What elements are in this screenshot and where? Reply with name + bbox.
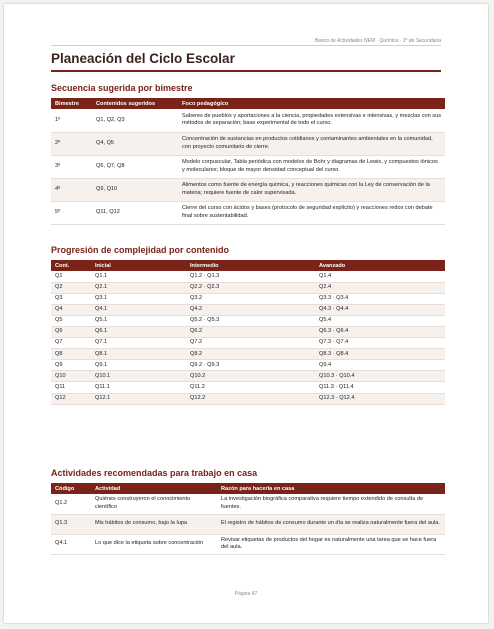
table-cell: Q11, Q12 xyxy=(92,201,178,224)
table-cell: Q2.4 xyxy=(315,282,445,293)
table-cell: Lo que dice la etiqueta sobre concentración xyxy=(91,534,217,554)
table-row xyxy=(51,326,445,337)
table-row xyxy=(51,382,445,393)
title-rule xyxy=(51,70,441,72)
table-cell: Q1.2 · Q1.3 xyxy=(186,271,315,282)
table-row xyxy=(51,271,445,282)
table-cell: Q12.2 xyxy=(186,393,315,404)
table-row xyxy=(51,315,445,326)
table-row xyxy=(51,282,445,293)
table-cell: Q11.3 · Q11.4 xyxy=(315,382,445,393)
table-cell: Revisar etiquetas de productos del hogar es naturalmente una tarea que se hace fuera del aula. xyxy=(217,534,445,554)
column-header: Código xyxy=(51,483,91,494)
column-header: Avanzado xyxy=(315,260,445,271)
table-cell: Q10.3 · Q10.4 xyxy=(315,371,445,382)
table-cell: Q12 xyxy=(51,393,91,404)
table-cell: Q8.3 · Q8.4 xyxy=(315,349,445,360)
table-cell: Q6.1 xyxy=(91,326,186,337)
column-header: Intermedio xyxy=(186,260,315,271)
table-cell: Q8 xyxy=(51,349,91,360)
table-row xyxy=(51,293,445,304)
table-cell: Q7.1 xyxy=(91,338,186,349)
table-cell: Q5.2 · Q5.3 xyxy=(186,315,315,326)
table-header-row xyxy=(51,260,445,271)
table-cell: Mis hábitos de consumo, bajo la lupa xyxy=(91,514,217,534)
table-cell: Q6 xyxy=(51,326,91,337)
table-row xyxy=(51,360,445,371)
table-cell: Q2 xyxy=(51,282,91,293)
table-cell: Q6, Q7, Q8 xyxy=(92,155,178,178)
table-cell: Q4.1 xyxy=(91,304,186,315)
table-cell: Q1.1 xyxy=(91,271,186,282)
table-cell: 5º xyxy=(51,201,92,224)
table-cell: Q6.2 xyxy=(186,326,315,337)
table-cell: Q3 xyxy=(51,293,91,304)
progresion-table xyxy=(51,260,445,405)
table-cell: Q10.1 xyxy=(91,371,186,382)
table-cell: Q5 xyxy=(51,315,91,326)
table-row xyxy=(51,109,445,132)
table-header-row xyxy=(51,98,445,109)
table-cell: Modelo corpuscular, Tabla periódica con modelos de Bohr y diagramas de Lewis, y compuestos iónicos y moleculares; bloque de mayor densidad conceptual del curso. xyxy=(178,155,445,178)
document-page xyxy=(4,4,488,623)
table-cell: Cierre del curso con ácidos y bases (protocolo de seguridad explícito) y reacciones redox con debate final sobre sustentabilidad. xyxy=(178,201,445,224)
header-rule xyxy=(51,45,441,46)
table-cell: 2º xyxy=(51,132,92,155)
table-row xyxy=(51,393,445,404)
table-row xyxy=(51,534,445,554)
table-row xyxy=(51,155,445,178)
table-cell: Q3.3 · Q3.4 xyxy=(315,293,445,304)
running-header: Banco de Actividades NEM · Química · 3° de Secundaria xyxy=(314,38,441,44)
table-cell: Saberes de pueblos y aportaciones a la ciencia, propiedades extensivas e intensivas, y mezclas con sus métodos de separación; base experimental de todo el curso. xyxy=(178,109,445,132)
table-cell: 1º xyxy=(51,109,92,132)
table-row xyxy=(51,338,445,349)
bimestre-table xyxy=(51,98,445,225)
table-cell: Q7.3 · Q7.4 xyxy=(315,338,445,349)
table-cell: Q9.4 xyxy=(315,360,445,371)
table-cell: Q4.1 xyxy=(51,534,91,554)
table-row xyxy=(51,494,445,514)
page-number: Página 47 xyxy=(234,591,258,597)
table-cell: Q3.1 xyxy=(91,293,186,304)
table-cell: Q3.2 xyxy=(186,293,315,304)
table-cell: El registro de hábitos de consumo durante un día se realiza naturalmente fuera del aula. xyxy=(217,514,445,534)
table-cell: Quiénes construyeron el conocimiento científico xyxy=(91,494,217,514)
table-cell: Q9 xyxy=(51,360,91,371)
table-cell: Q11 xyxy=(51,382,91,393)
table-row xyxy=(51,304,445,315)
table-cell: Q5.1 xyxy=(91,315,186,326)
column-header: Contenidos sugeridos xyxy=(92,98,178,109)
table-cell: Q11.2 xyxy=(186,382,315,393)
table-cell: 4º xyxy=(51,178,92,201)
table-cell: Q1, Q2, Q3 xyxy=(92,109,178,132)
table-cell: Q12.1 xyxy=(91,393,186,404)
table-cell: Q11.1 xyxy=(91,382,186,393)
section-title-progresion: Progresión de complejidad por contenido xyxy=(51,245,230,255)
table-cell: Q1.2 xyxy=(51,494,91,514)
table-cell: Q9.2 · Q9.3 xyxy=(186,360,315,371)
casa-table xyxy=(51,483,445,555)
table-cell: La investigación biográfica comparativa requiere tiempo extendido de consulta de fuentes. xyxy=(217,494,445,514)
table-cell: Q8.2 xyxy=(186,349,315,360)
table-row xyxy=(51,349,445,360)
table-cell: Q2.2 · Q2.3 xyxy=(186,282,315,293)
column-header: Actividad xyxy=(91,483,217,494)
table-cell: Q9.1 xyxy=(91,360,186,371)
table-row xyxy=(51,132,445,155)
table-row xyxy=(51,201,445,224)
table-cell: Alimentos como fuente de energía química, y reacciones químicas con la Ley de conservación de la materia; requiere fuente de calor supervisada. xyxy=(178,178,445,201)
table-row xyxy=(51,178,445,201)
table-row xyxy=(51,514,445,534)
table-cell: Q7 xyxy=(51,338,91,349)
table-row xyxy=(51,371,445,382)
table-cell: Q4 xyxy=(51,304,91,315)
table-cell: Q6.3 · Q6.4 xyxy=(315,326,445,337)
table-cell: Q4.3 · Q4.4 xyxy=(315,304,445,315)
table-cell: Q4, Q5 xyxy=(92,132,178,155)
table-cell: 3º xyxy=(51,155,92,178)
table-cell: Q10 xyxy=(51,371,91,382)
column-header: Cont. xyxy=(51,260,91,271)
table-cell: Q9, Q10 xyxy=(92,178,178,201)
table-cell: Q12.3 · Q12.4 xyxy=(315,393,445,404)
table-cell: Q1.3 xyxy=(51,514,91,534)
table-cell: Q4.2 xyxy=(186,304,315,315)
column-header: Bimestre xyxy=(51,98,92,109)
section-title-casa: Actividades recomendadas para trabajo en casa xyxy=(51,468,258,478)
section-title-bimestre: Secuencia sugerida por bimestre xyxy=(51,83,193,93)
table-cell: Q10.2 xyxy=(186,371,315,382)
table-cell: Q2.1 xyxy=(91,282,186,293)
table-header-row xyxy=(51,483,445,494)
page-title: Planeación del Ciclo Escolar xyxy=(51,51,235,66)
table-cell: Q8.1 xyxy=(91,349,186,360)
table-cell: Q7.2 xyxy=(186,338,315,349)
table-cell: Q1.4 xyxy=(315,271,445,282)
table-cell: Q5.4 xyxy=(315,315,445,326)
table-cell: Concentración de sustancias en productos cotidianos y contaminantes ambientales en la comunidad, con proyecto comunitario de cierre. xyxy=(178,132,445,155)
column-header: Razón para hacerla en casa xyxy=(217,483,445,494)
column-header: Inicial xyxy=(91,260,186,271)
column-header: Foco pedagógico xyxy=(178,98,445,109)
table-cell: Q1 xyxy=(51,271,91,282)
